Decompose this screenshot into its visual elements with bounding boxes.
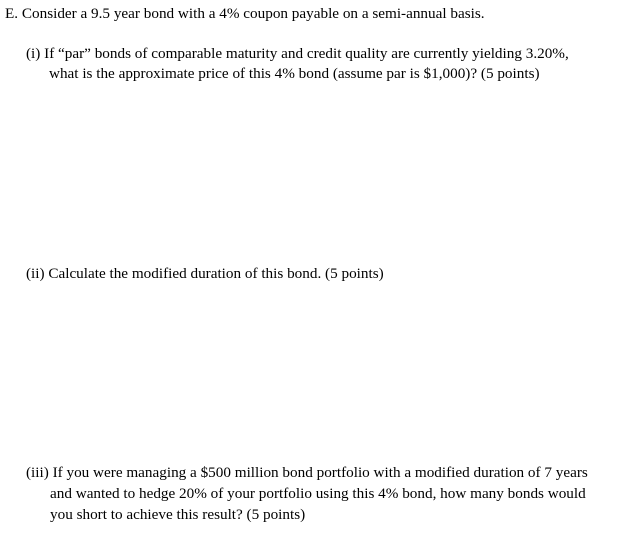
part-i-line-1: (i) If “par” bonds of comparable maturity and credit quality are currently yielding 3.20%, [26,45,569,62]
part-ii-line-1: (ii) Calculate the modified duration of this bond. (5 points) [26,265,384,282]
problem-heading: E. Consider a 9.5 year bond with a 4% coupon payable on a semi-annual basis. [5,5,485,22]
part-iii-line-2: and wanted to hedge 20% of your portfolio using this 4% bond, how many bonds would [50,485,586,502]
part-iii-line-1: (iii) If you were managing a $500 million bond portfolio with a modified duration of 7 years [26,464,588,481]
part-iii-line-3: you short to achieve this result? (5 points) [50,506,306,523]
part-i-line-2: what is the approximate price of this 4% bond (assume par is $1,000)? (5 points) [49,65,540,82]
